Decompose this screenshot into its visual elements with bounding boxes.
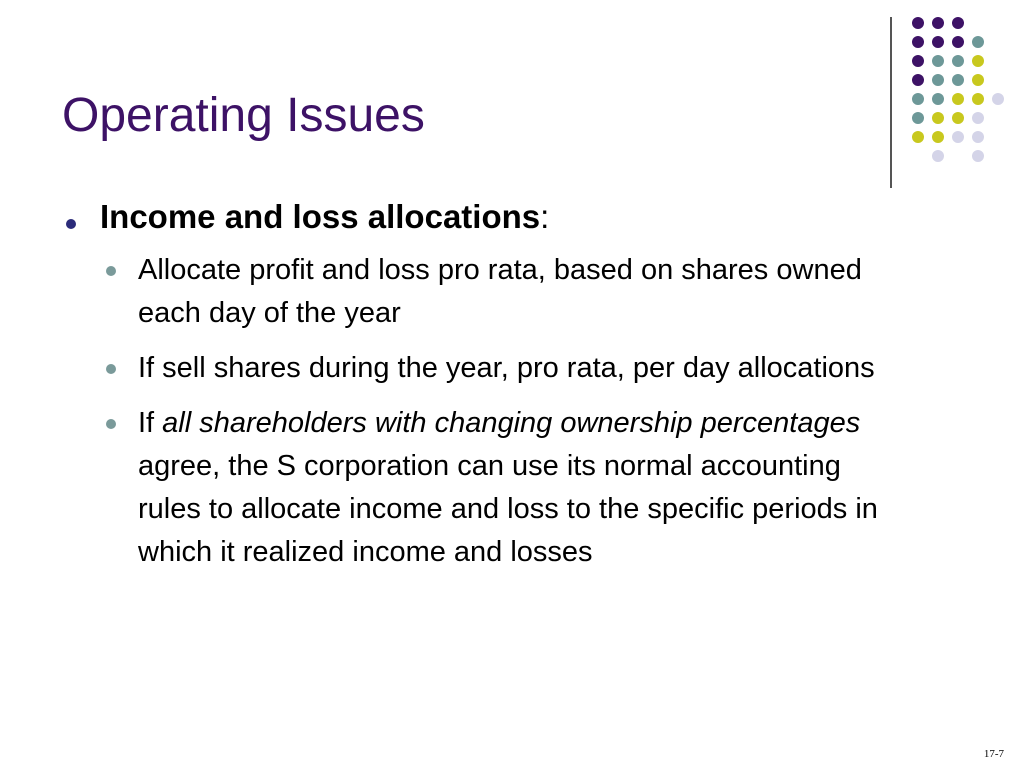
decor-dot bbox=[952, 55, 964, 67]
sub-bullet-text: If sell shares during the year, pro rata, per day allocations bbox=[138, 352, 875, 385]
decor-dot bbox=[932, 93, 944, 105]
sub-bullet-dot-icon bbox=[106, 266, 116, 276]
decor-dot bbox=[912, 131, 924, 143]
slide-body bbox=[62, 196, 962, 586]
decor-dot bbox=[972, 131, 984, 143]
decor-dot bbox=[952, 36, 964, 48]
decor-dot bbox=[972, 93, 984, 105]
decor-dot bbox=[952, 17, 964, 29]
decor-dot bbox=[912, 17, 924, 29]
decor-dot bbox=[932, 36, 944, 48]
bullet-heading-colon: : bbox=[540, 198, 550, 235]
bullet-heading: Income and loss allocations bbox=[100, 198, 541, 235]
decor-dot bbox=[972, 74, 984, 86]
decor-dot bbox=[972, 55, 984, 67]
decor-dot bbox=[912, 55, 924, 67]
decor-dot bbox=[952, 112, 964, 124]
sub-bullet-suffix: agree, the S corporation can use its normal accounting rules to allocate income and loss to the specific periods in which it realized income and losses bbox=[138, 450, 878, 569]
decor-dot bbox=[972, 150, 984, 162]
sub-bullet-text: Allocate profit and loss pro rata, based on shares owned each day of the year bbox=[138, 254, 862, 330]
sub-bullet bbox=[62, 249, 878, 335]
decor-dot bbox=[932, 131, 944, 143]
decor-dot bbox=[932, 112, 944, 124]
decor-dot bbox=[952, 74, 964, 86]
sub-bullet bbox=[62, 347, 878, 390]
slide-title: Operating Issues bbox=[62, 89, 425, 142]
page-number: 17-7 bbox=[983, 748, 1004, 760]
sub-bullet-dot-icon bbox=[106, 419, 116, 429]
decor-dot bbox=[932, 74, 944, 86]
decor-dot bbox=[932, 55, 944, 67]
decor-dot bbox=[972, 112, 984, 124]
decor-dot bbox=[972, 36, 984, 48]
bullet-level1 bbox=[62, 196, 962, 237]
decor-dot bbox=[952, 93, 964, 105]
decor-dot bbox=[912, 112, 924, 124]
sub-bullet-emphasis: all shareholders with changing ownership percentages bbox=[162, 407, 861, 440]
decor-dot bbox=[992, 93, 1004, 105]
bullet-dot-icon bbox=[66, 219, 76, 229]
decor-dot bbox=[952, 131, 964, 143]
decor-dot bbox=[912, 74, 924, 86]
decor-dot bbox=[912, 36, 924, 48]
sub-bullet-dot-icon bbox=[106, 364, 116, 374]
sub-bullet bbox=[62, 402, 878, 574]
sub-bullet-prefix: If bbox=[138, 407, 163, 440]
decor-dot bbox=[932, 17, 944, 29]
decor-dot bbox=[932, 150, 944, 162]
decorative-dot-grid bbox=[0, 0, 1024, 200]
decor-dot bbox=[912, 93, 924, 105]
